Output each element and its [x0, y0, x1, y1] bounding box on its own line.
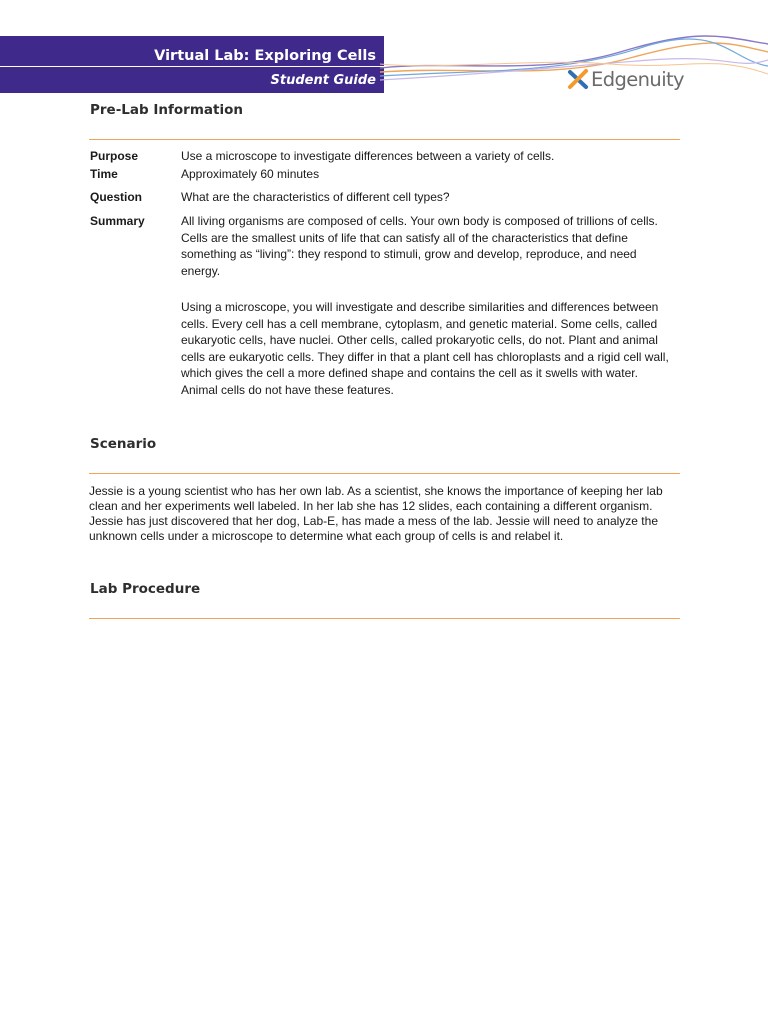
time-value: Approximately 60 minutes: [181, 167, 320, 181]
summary-paragraph: Using a microscope, you will investigate and describe similarities and differences between cells. Every cell has a cell membrane, cytoplasm, and genetic material. Some cells, called eukaryotic cells, have nuclei. Other cells, called prokaryotic cells, do not. Plant and animal cells are eukaryotic cells. They differ in that a plant cell has chloroplasts and a rigid cell wall, which gives the cell a more defined shape and contains the cell as it swells with water. Animal cells do not have these features.: [181, 300, 669, 397]
procedure-divider: [89, 618, 680, 619]
scenario-heading: Scenario: [90, 436, 157, 452]
scenario-divider: [89, 473, 680, 474]
purpose-label: Purpose: [90, 149, 139, 163]
prelab-heading: Pre-Lab Information: [90, 102, 243, 118]
logo-text: Edgenuity: [591, 67, 684, 91]
summary-value: [181, 213, 669, 398]
scenario-paragraph: Jessie is a young scientist who has her own lab. As a scientist, she knows the importance of keeping her lab clean and her experiments well labeled. In her lab she has 12 slides, each containing a different organism. Jessie has just discovered that her dog, Lab-E, has made a mess of the lab. Jessie will need to analyze the unknown cells under a microscope to determine what each group of cells is and relabel it.: [89, 484, 663, 543]
document-subtitle: Student Guide: [270, 73, 376, 88]
header-banner: [0, 36, 384, 93]
x-mark-icon: [567, 68, 589, 90]
purpose-value: Use a microscope to investigate differences between a variety of cells.: [181, 149, 555, 163]
summary-label: Summary: [90, 214, 145, 228]
edgenuity-logo: [567, 66, 684, 92]
prelab-divider: [89, 139, 680, 140]
time-label: Time: [90, 167, 118, 181]
question-label: Question: [90, 190, 143, 204]
banner-divider: [0, 66, 384, 67]
procedure-heading: Lab Procedure: [90, 581, 201, 597]
summary-paragraph: All living organisms are composed of cells. Your own body is composed of trillions of cells. Cells are the smallest units of life that can satisfy all of the characteristics that define something as “living”: they respond to stimuli, grow and develop, reproduce, and need energy.: [181, 214, 658, 278]
document-title: Virtual Lab: Exploring Cells: [154, 48, 376, 64]
question-value: What are the characteristics of different cell types?: [181, 190, 450, 204]
